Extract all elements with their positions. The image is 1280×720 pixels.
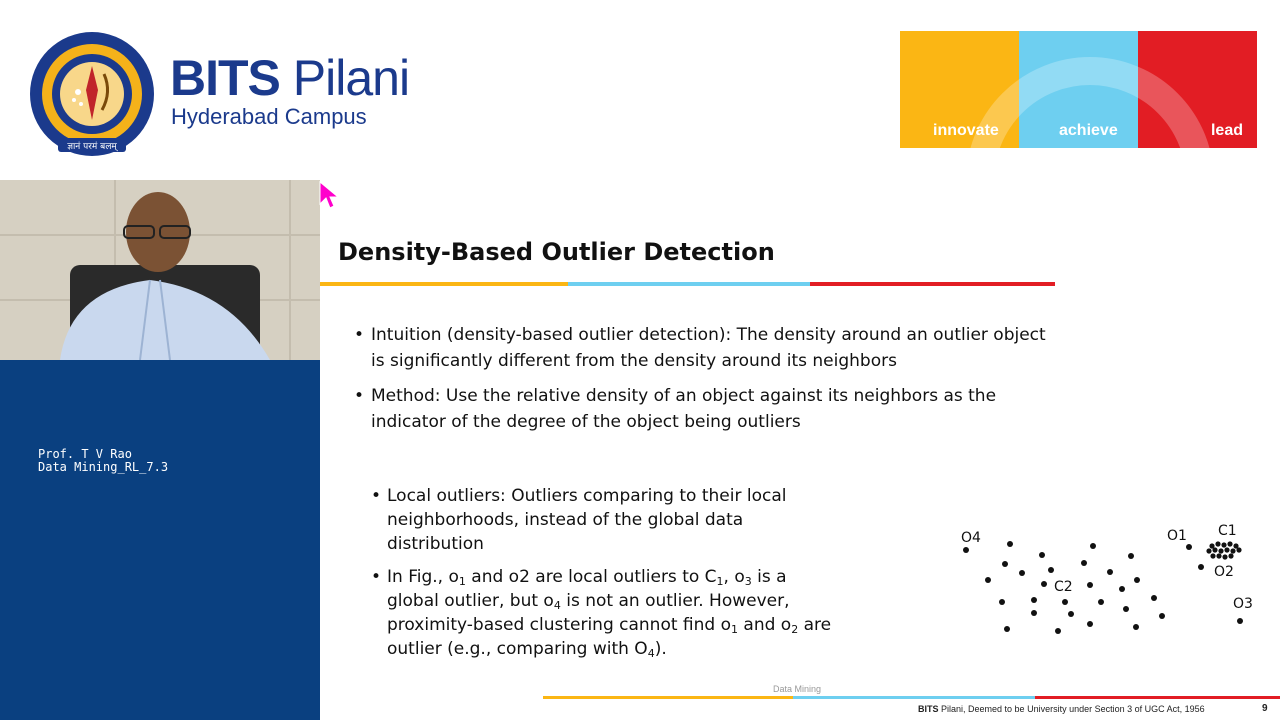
c2-point xyxy=(1019,570,1025,576)
c2-point xyxy=(1107,569,1113,575)
c2-point xyxy=(985,577,991,583)
c2-point xyxy=(1090,543,1096,549)
tagline-innovate: innovate xyxy=(900,31,1019,148)
point-o3 xyxy=(1237,618,1243,624)
sub-bullet-local-outliers: • Local outliers: Outliers comparing to their local neighborhoods, instead of the global data distribution xyxy=(371,486,787,554)
c2-point xyxy=(1133,624,1139,630)
c1-point xyxy=(1228,553,1233,558)
label-c1: C1 xyxy=(1218,523,1237,539)
label-o4: O4 xyxy=(961,530,981,546)
c2-point xyxy=(1002,561,1008,567)
c2-point xyxy=(1128,553,1134,559)
c2-point xyxy=(1098,599,1104,605)
c2-point xyxy=(1134,577,1140,583)
c1-point xyxy=(1218,548,1223,553)
footer-color-bar xyxy=(543,696,1280,699)
c2-point xyxy=(1041,581,1047,587)
c2-point xyxy=(1055,628,1061,634)
svg-text:ज्ञानं परमं बलम्: ज्ञानं परमं बलम् xyxy=(67,142,117,152)
c1-point xyxy=(1224,547,1229,552)
point-o4 xyxy=(963,547,969,553)
label-o1: O1 xyxy=(1167,528,1187,544)
c2-point xyxy=(1159,613,1165,619)
c2-point xyxy=(1039,552,1045,558)
c2-point xyxy=(1048,567,1054,573)
c1-point xyxy=(1212,547,1217,552)
label-o2: O2 xyxy=(1214,564,1234,580)
c1-point xyxy=(1210,553,1215,558)
slide-title: Density-Based Outlier Detection xyxy=(338,238,775,266)
c1-point xyxy=(1215,541,1220,546)
course-code: Data Mining_RL_7.3 xyxy=(38,460,169,474)
c2-point xyxy=(1087,621,1093,627)
c1-point xyxy=(1236,547,1241,552)
point-o2 xyxy=(1198,564,1204,570)
c2-point xyxy=(1031,597,1037,603)
c2-point xyxy=(1062,599,1068,605)
page-number: 9 xyxy=(1262,703,1268,714)
sub-bullet-figure-explanation: • In Fig., $o_1$ and o2 are local outliers to $C_1$, $o_3$ is a global outlier, but $o_4$ is not an outlier. However, proximity-based clustering cannot find $o_1$ and $o_2$ are outlier (e.g., comparing with $O_4$). xyxy=(371,567,832,660)
c1-point xyxy=(1206,548,1211,553)
label-c2: C2 xyxy=(1054,579,1073,595)
title-underline xyxy=(320,282,1055,286)
speaker-label xyxy=(38,448,168,474)
tagline-lead: lead xyxy=(1138,31,1257,148)
c2-point xyxy=(1004,626,1010,632)
c1-point xyxy=(1227,541,1232,546)
footer-institution: BITS Pilani, Deemed to be University under Section 3 of UGC Act, 1956 xyxy=(918,704,1205,714)
label-o3: O3 xyxy=(1233,596,1253,612)
c2-point xyxy=(1119,586,1125,592)
tagline-achieve: achieve xyxy=(1019,31,1138,148)
bits-seal-logo xyxy=(28,30,156,158)
point-o1 xyxy=(1186,544,1192,550)
presenter-info-panel xyxy=(0,360,320,720)
c2-point xyxy=(999,599,1005,605)
presenter-video xyxy=(0,180,320,360)
c1-point xyxy=(1230,548,1235,553)
c2-point xyxy=(1007,541,1013,547)
gear-watermark-icon xyxy=(900,31,1257,148)
c2-point xyxy=(1081,560,1087,566)
bullet-intuition: • Intuition (density-based outlier detection): The density around an outlier object is significantly different from the density around its neighbors xyxy=(354,325,1046,371)
speaker-name: Prof. T V Rao xyxy=(38,447,132,461)
c1-point xyxy=(1222,554,1227,559)
c1-point xyxy=(1216,553,1221,558)
footer-course-name: Data Mining xyxy=(773,684,822,694)
brand-title: BITS Pilani xyxy=(170,50,410,106)
c2-point xyxy=(1087,582,1093,588)
c2-point xyxy=(1123,606,1129,612)
tagline-banner xyxy=(900,31,1257,148)
c2-point xyxy=(1031,610,1037,616)
c2-point xyxy=(1151,595,1157,601)
bullet-method: • Method: Use the relative density of an object against its neighbors as the indicator of the degree of the object being outliers xyxy=(354,386,997,432)
campus-name: Hyderabad Campus xyxy=(171,104,367,129)
c2-point xyxy=(1068,611,1074,617)
outlier-scatter-figure xyxy=(955,520,1265,645)
mouse-pointer-icon xyxy=(318,180,338,212)
c1-point xyxy=(1221,542,1226,547)
